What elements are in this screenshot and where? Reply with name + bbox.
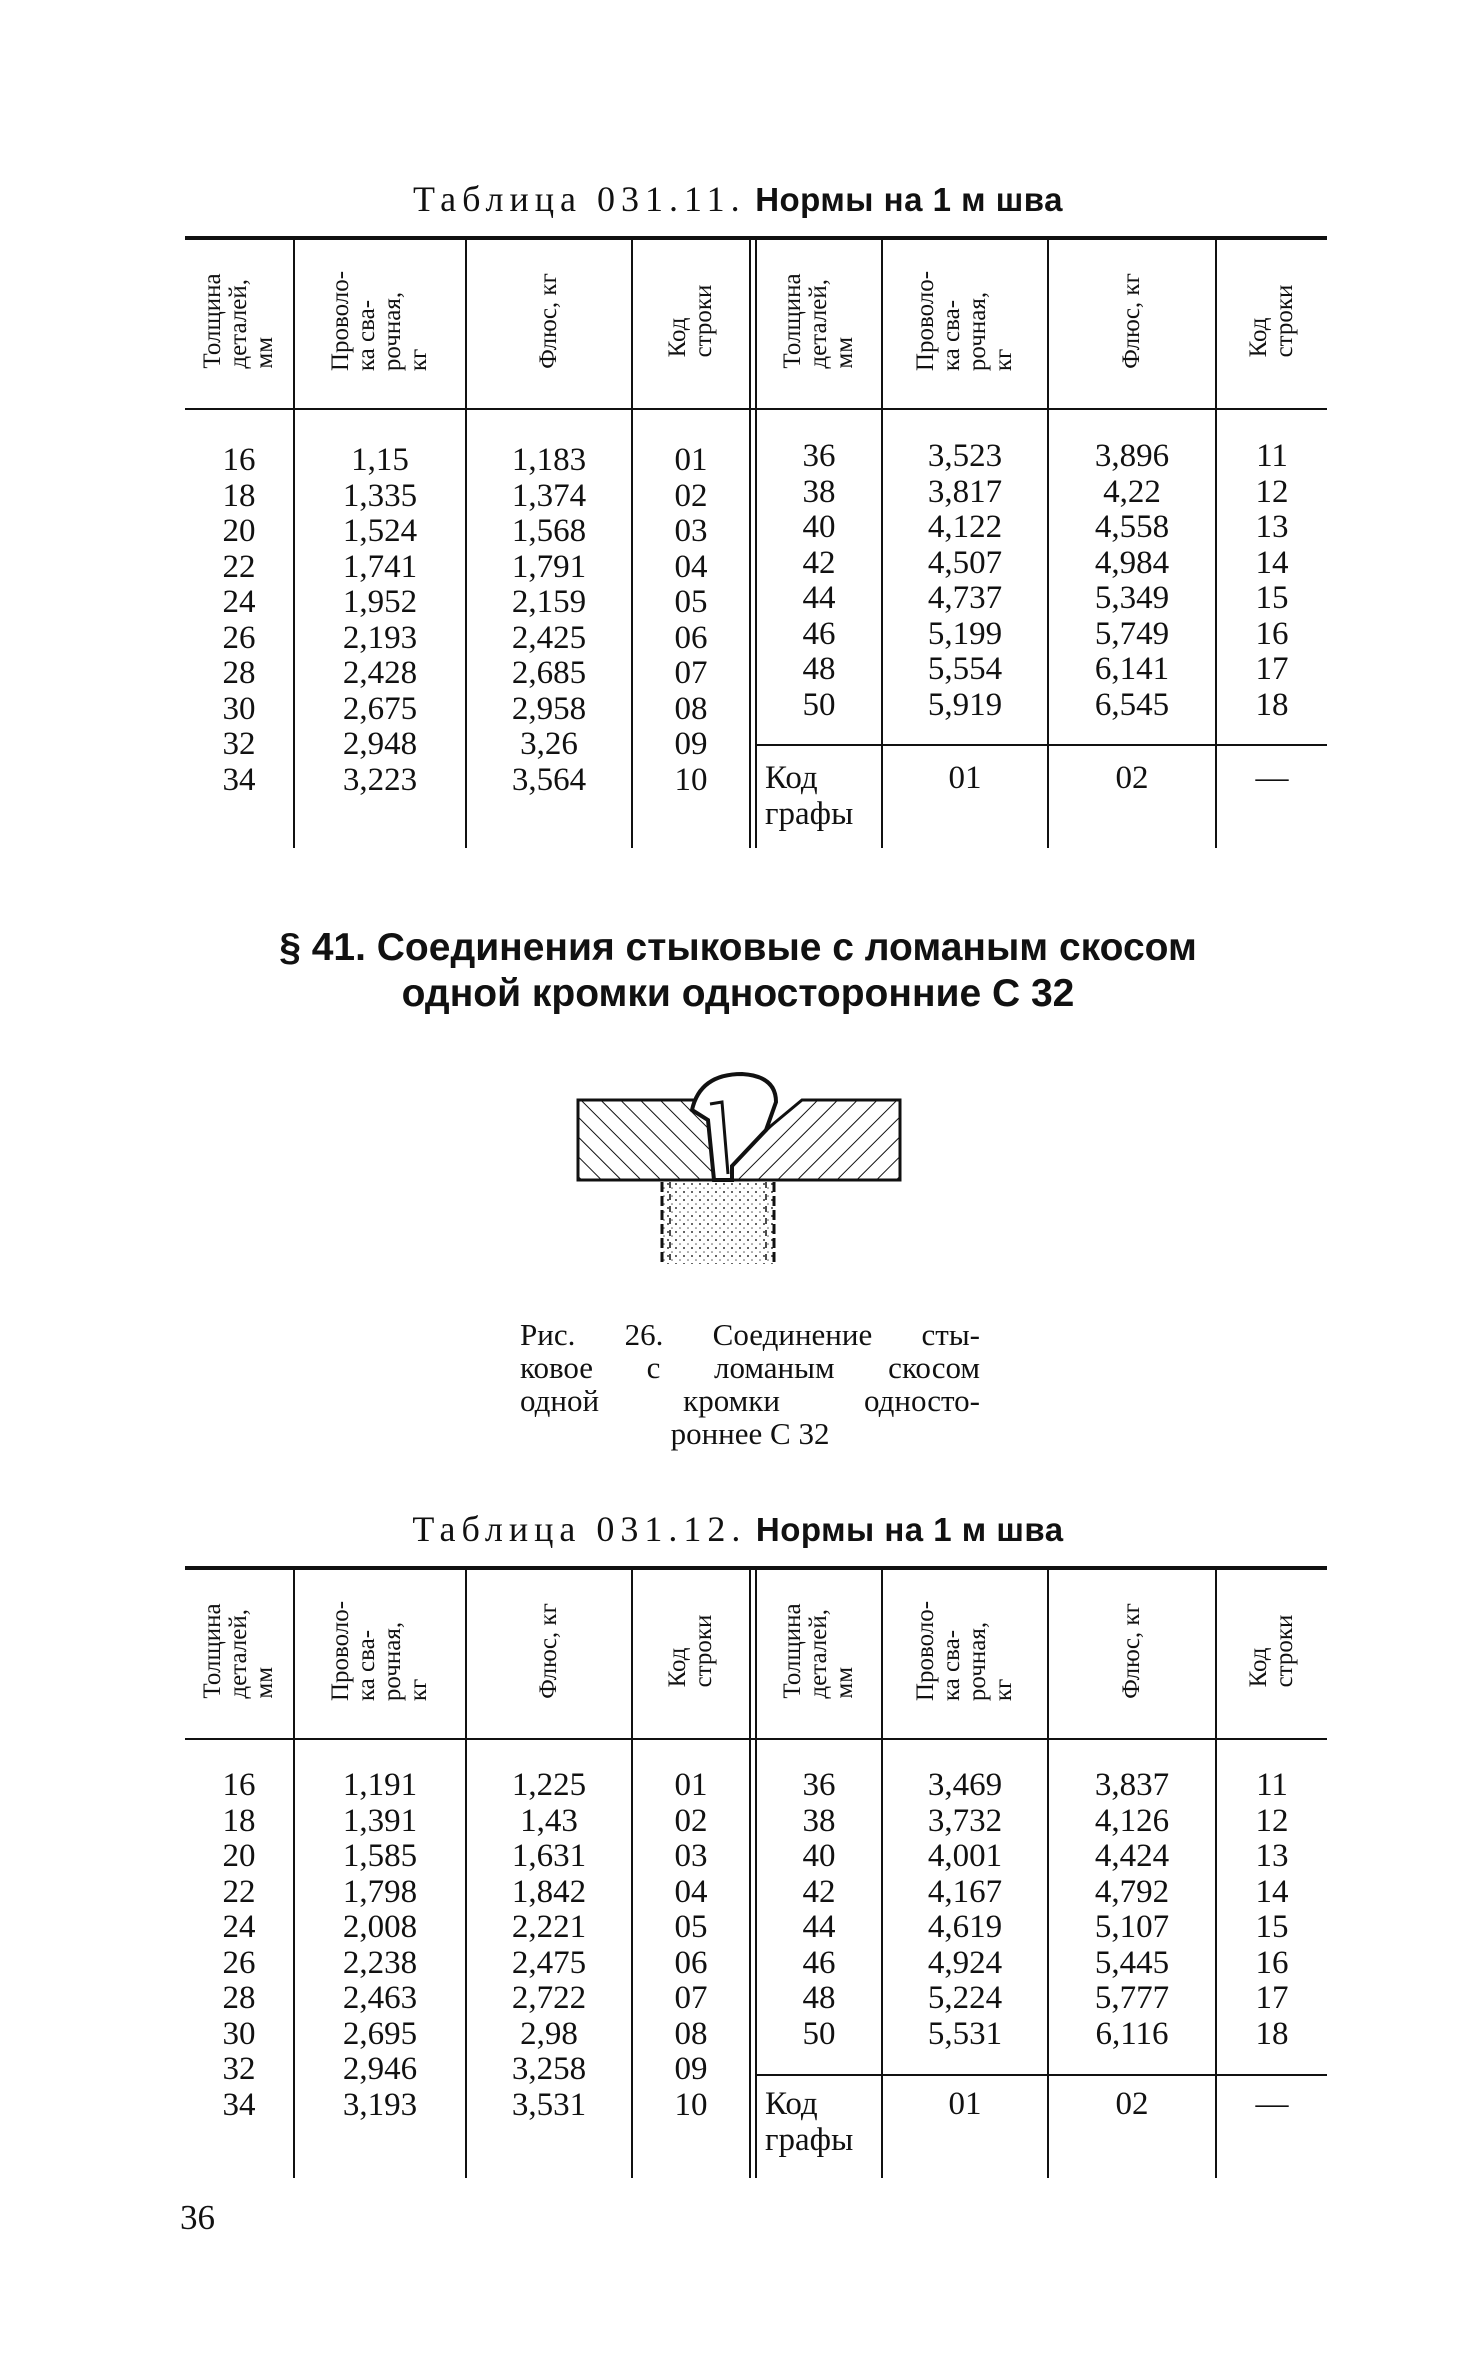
table2-header-code-right	[1217, 1576, 1327, 1726]
table1-footer-code: —	[1255, 760, 1289, 796]
table-cell: 3,817	[927, 473, 1003, 510]
table1-header-thickness-right	[757, 246, 881, 396]
table-cell: 5,749	[1094, 615, 1170, 652]
table-cell: 1,191	[342, 1767, 418, 1803]
table1-footer-label	[765, 760, 853, 832]
table2-header-thickness-right	[757, 1576, 881, 1726]
figure-caption-line: ковое с ломаным скосом	[520, 1350, 980, 1385]
table-cell: 3,732	[927, 1802, 1003, 1839]
table2-header-flux	[467, 1576, 631, 1726]
table-cell: 30	[222, 2015, 256, 2052]
table-cell: 1,568	[511, 513, 587, 549]
header-text: Проволо- ка сва- рочная, кг	[912, 1600, 1017, 1702]
header-text: Толщина деталей, мм	[199, 1603, 278, 1699]
table2	[185, 1566, 1327, 2178]
table-cell: 44	[802, 1909, 836, 1945]
table1-col-thickness	[185, 443, 293, 798]
header-text: Проволо- ка сва- рочная, кг	[327, 270, 432, 372]
table-cell: 10	[674, 761, 708, 798]
table-cell: 1,791	[511, 548, 587, 585]
table-cell: 4,126	[1094, 1802, 1170, 1839]
table-cell: 2,946	[342, 2051, 418, 2087]
section-heading	[0, 925, 1476, 1017]
table2-col-wire	[295, 1768, 465, 2123]
header-text: Код строки	[664, 1614, 717, 1688]
table1-col-code	[633, 443, 749, 798]
table-cell: 26	[222, 619, 256, 656]
table1-vline	[749, 240, 751, 848]
table-cell: 2,221	[511, 1909, 587, 1945]
header-text: Толщина деталей, мм	[779, 1603, 858, 1699]
table-cell: 40	[802, 1838, 836, 1874]
table-cell: 36	[802, 1767, 836, 1803]
table-cell: 46	[802, 615, 836, 652]
table-cell: 15	[1255, 1909, 1289, 1945]
table-cell: 3,523	[927, 438, 1003, 474]
table-cell: 1,15	[351, 442, 409, 478]
weld-joint-figure	[570, 1070, 910, 1270]
table-cell: 42	[802, 1873, 836, 1910]
table-cell: 18	[1255, 686, 1289, 723]
table-cell: 1,631	[511, 1838, 587, 1874]
table1-col-wire-right	[883, 439, 1047, 723]
table-cell: 4,122	[927, 509, 1003, 545]
table-cell: 38	[802, 473, 836, 510]
table-cell: 50	[802, 686, 836, 723]
table1-header-wire	[295, 246, 465, 396]
table-cell: 06	[674, 619, 708, 656]
figure-caption-line: роннее С 32	[670, 1416, 830, 1451]
table1-footer-flux: 02	[1115, 760, 1149, 796]
section-heading-line1: § 41. Соединения стыковые с ломаным скосом	[279, 926, 1197, 969]
table-cell: 14	[1255, 1873, 1289, 1910]
table-cell: 05	[674, 584, 708, 620]
table-cell: 1,842	[511, 1873, 587, 1910]
table-cell: 2,193	[342, 619, 418, 656]
table-cell: 3,258	[511, 2051, 587, 2087]
table1-header-code	[633, 246, 749, 396]
table-cell: 18	[1255, 2015, 1289, 2052]
table-cell: 4,22	[1103, 473, 1161, 510]
table2-col-code	[633, 1768, 749, 2123]
header-text: Флюс, кг	[1118, 1603, 1145, 1699]
table1-col-code-right	[1217, 439, 1327, 723]
table-cell: 2,685	[511, 655, 587, 691]
table-cell: 6,141	[1094, 651, 1170, 687]
table-cell: 24	[222, 584, 256, 620]
table-cell: 5,199	[927, 615, 1003, 652]
table2-caption-prefix: Таблица 031.12.	[412, 1509, 747, 1549]
table2-footer-label	[765, 2086, 853, 2158]
header-text: Флюс, кг	[535, 1603, 562, 1699]
table-cell: 6,545	[1094, 686, 1170, 723]
table-cell: 2,695	[342, 2015, 418, 2052]
table1-caption	[0, 178, 1476, 220]
table-cell: 5,224	[927, 1980, 1003, 2016]
table-cell: 44	[802, 580, 836, 616]
table1	[185, 236, 1327, 848]
table-cell: 18	[222, 477, 256, 514]
table-cell: 2,722	[511, 1980, 587, 2016]
table-cell: 2,428	[342, 655, 418, 691]
table-cell: 5,777	[1094, 1980, 1170, 2016]
table-cell: 28	[222, 655, 256, 691]
header-text: Толщина деталей, мм	[199, 273, 278, 369]
header-text: Код строки	[1245, 1614, 1298, 1688]
table-cell: 1,43	[520, 1802, 578, 1839]
table-cell: 13	[1255, 509, 1289, 545]
table-cell: 34	[222, 761, 256, 798]
table1-header-flux-right	[1049, 246, 1215, 396]
table-cell: 10	[674, 2086, 708, 2123]
table-cell: 32	[222, 726, 256, 762]
table-cell: 1,374	[511, 477, 587, 514]
footer-label-line: Код	[765, 2086, 818, 2122]
table-cell: 38	[802, 1802, 836, 1839]
table-cell: 1,741	[342, 548, 418, 585]
table1-header-thickness	[185, 246, 293, 396]
table-cell: 12	[1255, 1802, 1289, 1839]
footer-label-line: графы	[765, 2122, 854, 2158]
table-cell: 1,183	[511, 442, 587, 478]
figure-caption	[520, 1318, 980, 1450]
table-cell: 16	[222, 1767, 256, 1803]
table-cell: 2,475	[511, 1944, 587, 1981]
table2-footer-wire: 01	[948, 2086, 982, 2122]
table-cell: 26	[222, 1944, 256, 1981]
table-cell: 16	[222, 442, 256, 478]
table-cell: 04	[674, 1873, 708, 1910]
table-cell: 1,952	[342, 584, 418, 620]
table2-col-flux	[467, 1768, 631, 2123]
table-cell: 5,107	[1094, 1909, 1170, 1945]
table2-col-thickness-right	[757, 1768, 881, 2052]
table-cell: 48	[802, 1980, 836, 2016]
table-cell: 4,924	[927, 1944, 1003, 1981]
table-cell: 32	[222, 2051, 256, 2087]
table2-footer-flux: 02	[1115, 2086, 1149, 2122]
table-cell: 48	[802, 651, 836, 687]
table1-col-thickness-right	[757, 439, 881, 723]
table-cell: 6,116	[1095, 2015, 1169, 2052]
table-cell: 04	[674, 548, 708, 585]
table2-vline	[749, 1570, 751, 2178]
table2-col-code-right	[1217, 1768, 1327, 2052]
table-cell: 20	[222, 513, 256, 549]
table-cell: 4,737	[927, 580, 1003, 616]
table-cell: 4,792	[1094, 1873, 1170, 1910]
table-cell: 1,335	[342, 477, 418, 514]
table2-footer-code: —	[1255, 2086, 1289, 2122]
table-cell: 11	[1256, 1767, 1288, 1803]
table1-col-flux-right	[1049, 439, 1215, 723]
header-text: Код строки	[664, 284, 717, 358]
table-cell: 14	[1255, 544, 1289, 581]
table-cell: 11	[1256, 438, 1288, 474]
table-cell: 02	[674, 477, 708, 514]
table1-header-wire-right	[883, 246, 1047, 396]
table2-header-wire	[295, 1576, 465, 1726]
table2-col-flux-right	[1049, 1768, 1215, 2052]
header-text: Код строки	[1245, 284, 1298, 358]
table-cell: 5,445	[1094, 1944, 1170, 1981]
table-cell: 42	[802, 544, 836, 581]
figure-caption-line: одной кромки односто-	[520, 1383, 980, 1418]
table1-header-flux	[467, 246, 631, 396]
table-cell: 2,958	[511, 690, 587, 727]
table-cell: 5,919	[927, 686, 1003, 723]
table-cell: 03	[674, 513, 708, 549]
table2-header-code	[633, 1576, 749, 1726]
table-cell: 4,001	[927, 1838, 1003, 1874]
table-cell: 16	[1255, 1944, 1289, 1981]
table2-caption-title: Нормы на 1 м шва	[755, 1511, 1064, 1548]
table-cell: 17	[1255, 651, 1289, 687]
table-cell: 07	[674, 655, 708, 691]
table-cell: 5,531	[927, 2015, 1003, 2052]
table-cell: 4,984	[1094, 544, 1170, 581]
table-cell: 5,554	[927, 651, 1003, 687]
table-cell: 20	[222, 1838, 256, 1874]
table1-col-flux	[467, 443, 631, 798]
table-cell: 2,008	[342, 1909, 418, 1945]
table-cell: 3,223	[342, 761, 418, 798]
header-text: Толщина деталей, мм	[779, 273, 858, 369]
table-cell: 01	[674, 442, 708, 478]
table-cell: 1,391	[342, 1802, 418, 1839]
table-cell: 2,238	[342, 1944, 418, 1981]
table-cell: 3,193	[342, 2086, 418, 2123]
table1-caption-prefix: Таблица 031.11.	[413, 179, 746, 219]
table-cell: 13	[1255, 1838, 1289, 1874]
table-cell: 05	[674, 1909, 708, 1945]
table-cell: 3,837	[1094, 1767, 1170, 1803]
table-cell: 4,424	[1094, 1838, 1170, 1874]
table-cell: 4,619	[927, 1909, 1003, 1945]
table-cell: 09	[674, 2051, 708, 2087]
table-cell: 34	[222, 2086, 256, 2123]
table2-caption	[0, 1508, 1476, 1550]
table-cell: 4,167	[927, 1873, 1003, 1910]
table-cell: 1,524	[342, 513, 418, 549]
table-cell: 2,948	[342, 726, 418, 762]
table-cell: 3,26	[520, 726, 578, 762]
table2-footer-rule	[755, 2074, 1327, 2076]
table-cell: 46	[802, 1944, 836, 1981]
table-cell: 18	[222, 1802, 256, 1839]
table-cell: 08	[674, 2015, 708, 2052]
table-cell: 28	[222, 1980, 256, 2016]
table1-footer-rule	[755, 744, 1327, 746]
header-text: Флюс, кг	[535, 273, 562, 369]
page-number: 36	[180, 2198, 215, 2237]
table-cell: 2,675	[342, 690, 418, 727]
table1-footer-wire: 01	[948, 760, 982, 796]
table-cell: 16	[1255, 615, 1289, 652]
table-cell: 3,564	[511, 761, 587, 798]
table1-header-code-right	[1217, 246, 1327, 396]
table-cell: 15	[1255, 580, 1289, 616]
table-cell: 3,531	[511, 2086, 587, 2123]
table-cell: 1,225	[511, 1767, 587, 1803]
footer-label-line: Код	[765, 760, 818, 796]
table-cell: 07	[674, 1980, 708, 2016]
header-text: Проволо- ка сва- рочная, кг	[912, 270, 1017, 372]
table-cell: 01	[674, 1767, 708, 1803]
table-cell: 50	[802, 2015, 836, 2052]
table-cell: 2,463	[342, 1980, 418, 2016]
footer-label-line: графы	[765, 796, 854, 832]
header-text: Проволо- ка сва- рочная, кг	[327, 1600, 432, 1702]
table2-header-flux-right	[1049, 1576, 1215, 1726]
section-heading-line2: одной кромки односторонние С 32	[401, 972, 1075, 1015]
table-cell: 06	[674, 1944, 708, 1981]
table-cell: 3,469	[927, 1767, 1003, 1803]
table1-caption-title: Нормы на 1 м шва	[755, 181, 1063, 218]
table-cell: 36	[802, 438, 836, 474]
table-cell: 4,558	[1094, 509, 1170, 545]
table-cell: 30	[222, 690, 256, 727]
table-cell: 03	[674, 1838, 708, 1874]
table-cell: 2,159	[511, 584, 587, 620]
table2-col-thickness	[185, 1768, 293, 2123]
table2-col-wire-right	[883, 1768, 1047, 2052]
table-cell: 2,98	[520, 2015, 578, 2052]
table-cell: 22	[222, 548, 256, 585]
table1-col-wire	[295, 443, 465, 798]
table-cell: 1,585	[342, 1838, 418, 1874]
table-cell: 3,896	[1094, 438, 1170, 474]
table-cell: 40	[802, 509, 836, 545]
table-cell: 5,349	[1094, 580, 1170, 616]
table-cell: 24	[222, 1909, 256, 1945]
table2-header-thickness	[185, 1576, 293, 1726]
table-cell: 2,425	[511, 619, 587, 656]
table-cell: 1,798	[342, 1873, 418, 1910]
table-cell: 12	[1255, 473, 1289, 510]
table2-header-wire-right	[883, 1576, 1047, 1726]
table-cell: 17	[1255, 1980, 1289, 2016]
table-cell: 22	[222, 1873, 256, 1910]
header-text: Флюс, кг	[1118, 273, 1145, 369]
table-cell: 08	[674, 690, 708, 727]
table-cell: 09	[674, 726, 708, 762]
table-cell: 4,507	[927, 544, 1003, 581]
figure-caption-line: Рис. 26. Соединение сты-	[520, 1317, 980, 1352]
table-cell: 02	[674, 1802, 708, 1839]
